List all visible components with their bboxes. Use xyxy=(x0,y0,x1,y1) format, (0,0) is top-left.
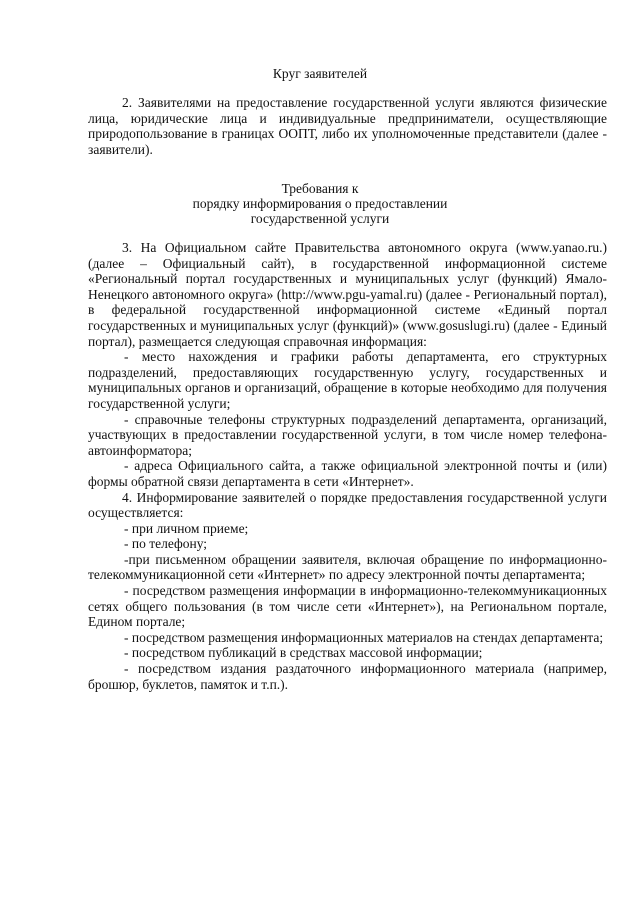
paragraph-2: 2. Заявителями на предоставление государственной услуги являются физические лица, юридические лица и индивидуальные предприниматели, осуществляющие природопользование в границах ООПТ, либо их уполномоченные представители (далее - заявители). xyxy=(88,95,607,157)
heading-line: государственной услуги xyxy=(250,211,390,226)
applicants-paragraph-block xyxy=(88,95,607,157)
list-item: - справочные телефоны структурных подразделений департамента, организаций, участвующих в предоставлении государственной услуги, в том числе номер телефона-автоинформатора; xyxy=(88,411,607,458)
paragraph-3: 3. На Официальном сайте Правительства автономного округа (www.yanao.ru.) (далее – Официальный сайт), в государственной информационной системе «Региональный портал государственных и муниципальных услуг (функций) Ямало-Ненецкого автономного округа» (http://www.pgu-yamal.ru) (далее - Региональный портал), в федеральной государственной информационной системе «Единый портал государственных и муниципальных услуг (функций)» (www.gosuslugi.ru) (далее - Единый портал), размещается следующая справочная информация: xyxy=(88,240,607,349)
list-item: - по телефону; xyxy=(124,536,208,552)
section-heading-requirements xyxy=(0,181,640,226)
requirements-paragraph-block xyxy=(88,240,607,692)
heading-line: Требования к xyxy=(281,181,359,196)
paragraph-4: 4. Информирование заявителей о порядке предоставления государственной услуги осуществляется: xyxy=(88,489,607,521)
list-item: - при личном приеме; xyxy=(124,520,249,536)
list-item: - посредством публикаций в средствах массовой информации; xyxy=(124,645,483,661)
section-heading-applicants: Круг заявителей xyxy=(272,66,368,81)
list-item: - посредством издания раздаточного информационного материала (например, брошюр, буклетов, памяток и т.п.). xyxy=(88,661,607,692)
heading-line: порядку информирования о предоставлении xyxy=(192,196,448,211)
list-item: - адреса Официального сайта, а также официальной электронной почты и (или) формы обратной связи департамента в сети «Интернет». xyxy=(88,458,607,489)
list-item: - посредством размещения информации в информационно-телекоммуникационных сетях общего пользования (в том числе сети «Интернет»), на Региональном портале, Едином портале; xyxy=(88,583,607,630)
list-item: - место нахождения и графики работы департамента, его структурных подразделений, предоставляющих государственную услугу, государственных и муниципальных органов и организаций, обращение в которые необходимо для получения государственной услуги; xyxy=(88,349,607,411)
list-item: -при письменном обращении заявителя, включая обращение по информационно-телекоммуникационной сети «Интернет» по адресу электронной почты департамента; xyxy=(88,551,607,583)
list-item: - посредством размещения информационных материалов на стендах департамента; xyxy=(124,629,604,645)
